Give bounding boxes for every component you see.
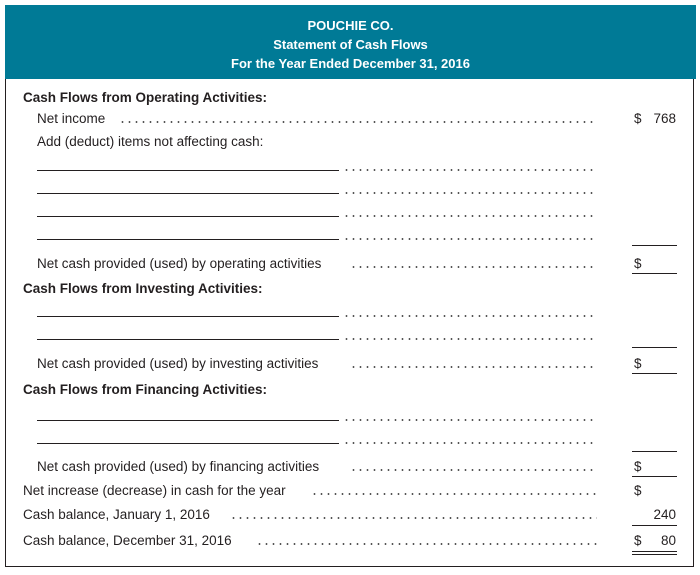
beginning-balance-value: 240 xyxy=(653,507,676,522)
net-income-value: 768 xyxy=(653,111,676,126)
leader-dots xyxy=(119,120,597,124)
financing-total-amount[interactable] xyxy=(632,457,677,477)
ending-balance-amount xyxy=(632,531,677,551)
financing-blank-line-2[interactable] xyxy=(37,443,339,444)
operating-blank-line-4[interactable] xyxy=(37,239,339,240)
leader-dots xyxy=(350,365,597,369)
leader-dots xyxy=(343,237,597,241)
section-operating-title: Cash Flows from Operating Activities: xyxy=(23,90,268,105)
dollar-sign: $ xyxy=(634,533,642,548)
double-rule-top xyxy=(632,551,677,552)
financing-blank-line-1[interactable] xyxy=(37,420,339,421)
leader-dots xyxy=(343,314,597,318)
subtotal-rule xyxy=(632,347,677,348)
investing-total-label: Net cash provided (used) by investing activities xyxy=(37,356,319,371)
leader-dots xyxy=(343,214,597,218)
beginning-balance-amount xyxy=(632,505,677,525)
statement-period: For the Year Ended December 31, 2016 xyxy=(231,56,470,71)
beginning-balance-label: Cash balance, January 1, 2016 xyxy=(23,507,210,522)
investing-total-amount[interactable] xyxy=(632,354,677,374)
dollar-sign: $ xyxy=(634,356,642,371)
dollar-sign: $ xyxy=(634,256,642,271)
section-financing-title: Cash Flows from Financing Activities: xyxy=(23,382,268,397)
leader-dots xyxy=(256,542,597,546)
statement-header xyxy=(5,5,696,79)
net-change-label: Net increase (decrease) in cash for the year xyxy=(23,483,286,498)
ending-balance-value: 80 xyxy=(660,533,676,548)
financing-total-label: Net cash provided (used) by financing activities xyxy=(37,459,320,474)
adjustments-label: Add (deduct) items not affecting cash: xyxy=(37,134,264,149)
leader-dots xyxy=(230,516,597,520)
leader-dots xyxy=(311,492,597,496)
leader-dots xyxy=(343,418,597,422)
net-income-amount xyxy=(632,109,677,129)
subtotal-rule xyxy=(632,525,677,526)
dollar-sign: $ xyxy=(634,111,642,126)
leader-dots xyxy=(343,337,597,341)
total-rule xyxy=(632,373,677,374)
investing-blank-line-2[interactable] xyxy=(37,339,339,340)
investing-blank-line-1[interactable] xyxy=(37,316,339,317)
dollar-sign: $ xyxy=(634,483,642,498)
subtotal-rule xyxy=(632,245,677,246)
double-rule-bottom xyxy=(632,554,677,555)
operating-blank-line-2[interactable] xyxy=(37,193,339,194)
operating-total-label: Net cash provided (used) by operating activities xyxy=(37,256,322,271)
section-investing-title: Cash Flows from Investing Activities: xyxy=(23,281,263,296)
leader-dots xyxy=(343,441,597,445)
net-income-label: Net income xyxy=(37,111,106,126)
total-rule xyxy=(632,273,677,274)
operating-blank-line-3[interactable] xyxy=(37,216,339,217)
company-name: POUCHIE CO. xyxy=(307,18,394,33)
total-rule xyxy=(632,476,677,477)
leader-dots xyxy=(350,468,597,472)
operating-total-amount[interactable] xyxy=(632,254,677,274)
net-change-amount[interactable] xyxy=(632,481,677,501)
subtotal-rule xyxy=(632,451,677,452)
dollar-sign: $ xyxy=(634,459,642,474)
operating-blank-line-1[interactable] xyxy=(37,170,339,171)
statement-title: Statement of Cash Flows xyxy=(273,37,428,52)
leader-dots xyxy=(343,191,597,195)
leader-dots xyxy=(350,265,597,269)
ending-balance-label: Cash balance, December 31, 2016 xyxy=(23,533,232,548)
leader-dots xyxy=(343,168,597,172)
